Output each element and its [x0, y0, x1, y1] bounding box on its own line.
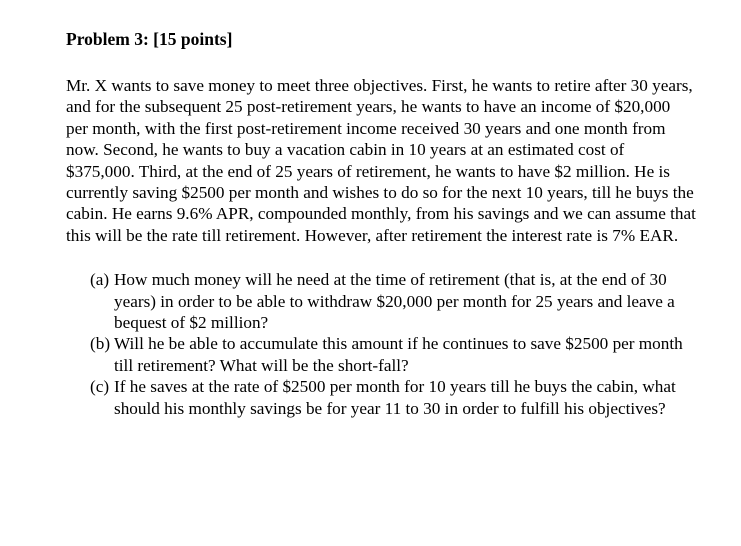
- problem-statement: Mr. X wants to save money to meet three objectives. First, he wants to retire after 30 years, and for the subsequent 25 post-retirement years, he wants to have an income of $20,000 per month, with the first post-retirement income received 30 years and one month from now. Second, he wants to buy a vacation cabin in 10 years at an estimated cost of $375,000. Third, at the end of 25 years of retirement, he wants to have $2 million. He is currently saving $2500 per month and wishes to do so for the next 10 years, till he buys the cabin. He earns 9.6% APR, compounded monthly, from his savings and we can assume that this will be the rate till retirement. However, after retirement the interest rate is 7% EAR.: [66, 76, 696, 245]
- question-marker: (b): [90, 334, 111, 354]
- question-a: [90, 269, 690, 333]
- question-marker: (c): [90, 377, 110, 397]
- question-c: [90, 376, 690, 419]
- question-marker: (a): [90, 270, 110, 290]
- question-text: Will he be able to accumulate this amount if he continues to save $2500 per month till retirement? What will be the short-fall?: [114, 334, 683, 375]
- problem-document: [66, 29, 696, 419]
- problem-title: Problem 3: [15 points]: [66, 29, 233, 49]
- question-b: [90, 333, 690, 376]
- question-text: How much money will he need at the time of retirement (that is, at the end of 30 years) in order to be able to withdraw $20,000 per month for 25 years and leave a bequest of $2 million?: [114, 270, 675, 333]
- question-list: [90, 269, 690, 419]
- question-text: If he saves at the rate of $2500 per month for 10 years till he buys the cabin, what should his monthly savings be for year 11 to 30 in order to fulfill his objectives?: [114, 377, 676, 418]
